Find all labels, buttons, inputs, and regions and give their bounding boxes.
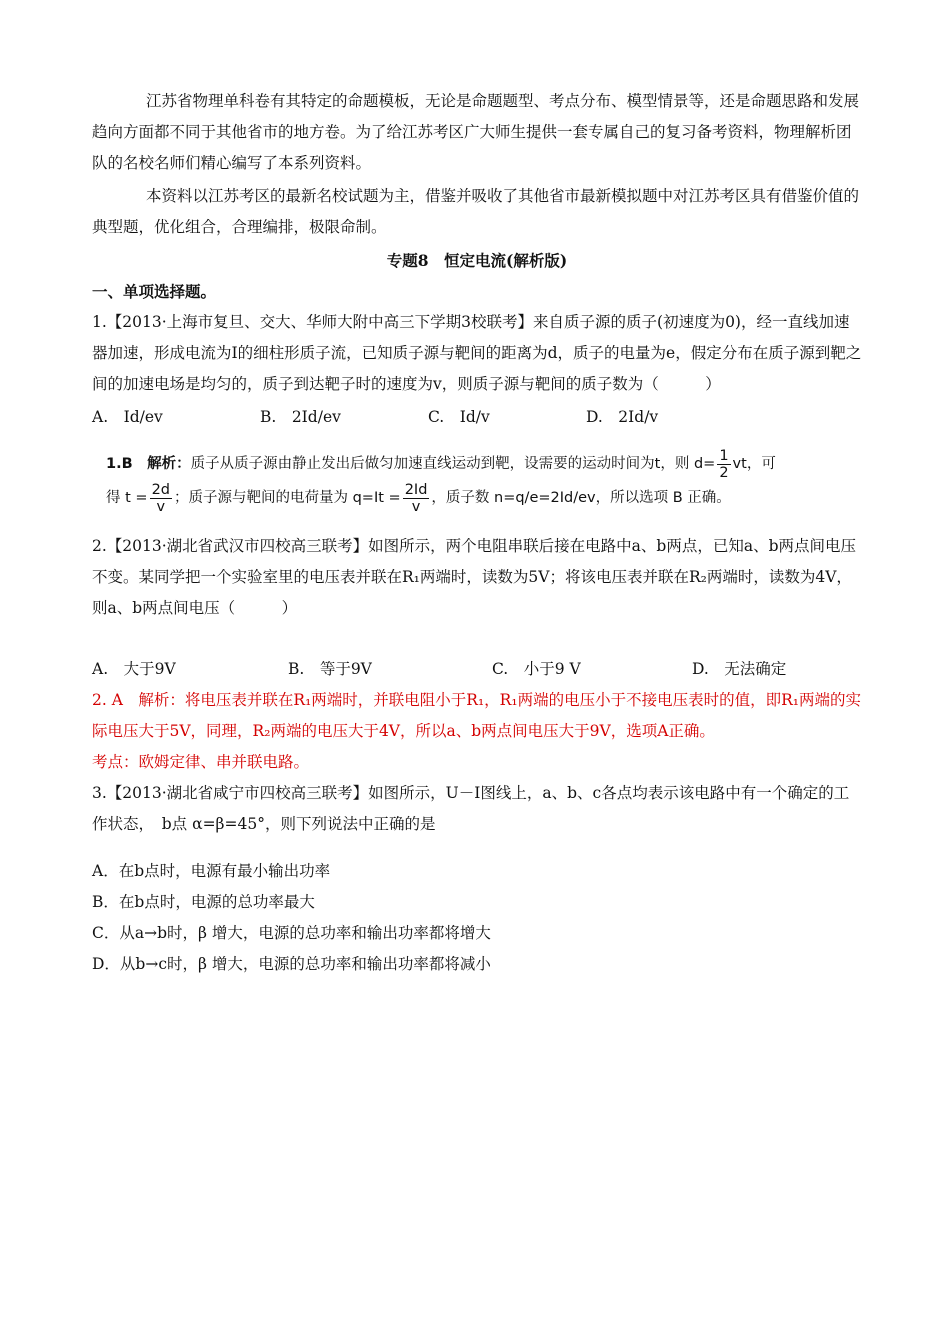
fraction-q: $\frac{2Id}{v}$ — [404, 481, 428, 515]
option-d: D. 无法确定 — [692, 660, 787, 678]
question-3-option-b: B．在b点时，电源的总功率最大 — [92, 893, 315, 911]
question-2-stem: 2.【2013·湖北省武汉市四校高三联考】如图所示，两个电阻串联后接在电路中a、b两点，已知a、b两点间电压不变。某同学把一个实验室里的电压表并联在R₁两端时，读数为5V；将该电压表并联在R₂两端时，读数为4V，则a、b两点间电压（ ） — [92, 537, 856, 617]
question-1-stem: 1.【2013·上海市复旦、交大、华师大附中高三下学期3校联考】来自质子源的质子(初速度为0)，经一直线加速器加速，形成电流为I的细柱形质子流，已知质子源与靶间的距离为d，质子的电量为e，假定分布在质子源到靶之间的加速电场是均匀的，质子到达靶子时的速度为v，则质子源与靶间的质子数为（ ） — [92, 313, 862, 393]
fraction-t: $\frac{2d}{v}$ — [151, 481, 170, 515]
option-b: B. 2Id/ev — [260, 408, 341, 426]
question-2-options — [92, 654, 862, 685]
question-2-solution: 2. A 解析：将电压表并联在R₁两端时，并联电阻小于R₁，R₁两端的电压小于不接电压表时的值，即R₁两端的实际电压大于5V，同理，R₂两端的电压大于4V，所以a、b两点间电压大于9V，选项A正确。 — [92, 691, 861, 740]
question-3-option-a: A．在b点时，电源有最小输出功率 — [92, 862, 331, 880]
question-3-option-c: C．从a→b时，β 增大，电源的总功率和输出功率都将增大 — [92, 924, 491, 942]
page-title: 专题8 恒定电流(解析版) — [386, 251, 568, 270]
question-3-stem: 3.【2013·湖北省咸宁市四校高三联考】如图所示，U－I图线上，a、b、c各点均表示该电路中有一个确定的工作状态， b点 α=β=45°，则下列说法中正确的是 — [92, 784, 850, 833]
solution-text-d: ；质子源与靶间的电荷量为 q=It = — [174, 490, 401, 506]
option-a: A. Id/ev — [92, 408, 163, 426]
option-d: D. 2Id/v — [586, 408, 659, 426]
section-heading: 一、单项选择题。 — [92, 282, 217, 301]
solution-text-e: ，质子数 n=q/e=2Id/ev，所以选项 B 正确。 — [431, 490, 731, 506]
intro-paragraph-1: 江苏省物理单科卷有其特定的命题模板，无论是命题题型、考点分布、模型情景等，还是命题思路和发展趋向方面都不同于其他省市的地方卷。为了给江苏考区广大师生提供一套专属自己的复习备考资料，物理解析团队的名校名师们精心编写了本系列资料。 — [92, 92, 860, 172]
fraction-half: $\frac{1}{2}$ — [719, 447, 729, 481]
question-2-kaodian: 考点：欧姆定律、串并联电路。 — [92, 753, 310, 771]
intro-paragraph-2: 本资料以江苏考区的最新名校试题为主，借鉴并吸收了其他省市最新模拟题中对江苏考区具有借鉴价值的典型题，优化组合，合理编排，极限命制。 — [92, 187, 860, 236]
solution-text-a: 质子从质子源由静止发出后做匀加速直线运动到靶，设需要的运动时间为t，则 d= — [190, 456, 716, 472]
option-c: C. 小于9 V — [492, 660, 581, 678]
question-1-solution — [92, 447, 862, 515]
document-page — [92, 86, 862, 980]
solution-text-c: 得 t = — [106, 490, 148, 506]
solution-label: 1.B 解析： — [106, 456, 191, 472]
question-1-options — [92, 402, 862, 433]
solution-text-b: vt，可 — [732, 456, 776, 472]
option-b: B. 等于9V — [288, 660, 372, 678]
question-3-option-d: D．从b→c时，β 增大，电源的总功率和输出功率都将减小 — [92, 955, 491, 973]
option-a: A. 大于9V — [92, 660, 176, 678]
option-c: C. Id/v — [428, 408, 490, 426]
